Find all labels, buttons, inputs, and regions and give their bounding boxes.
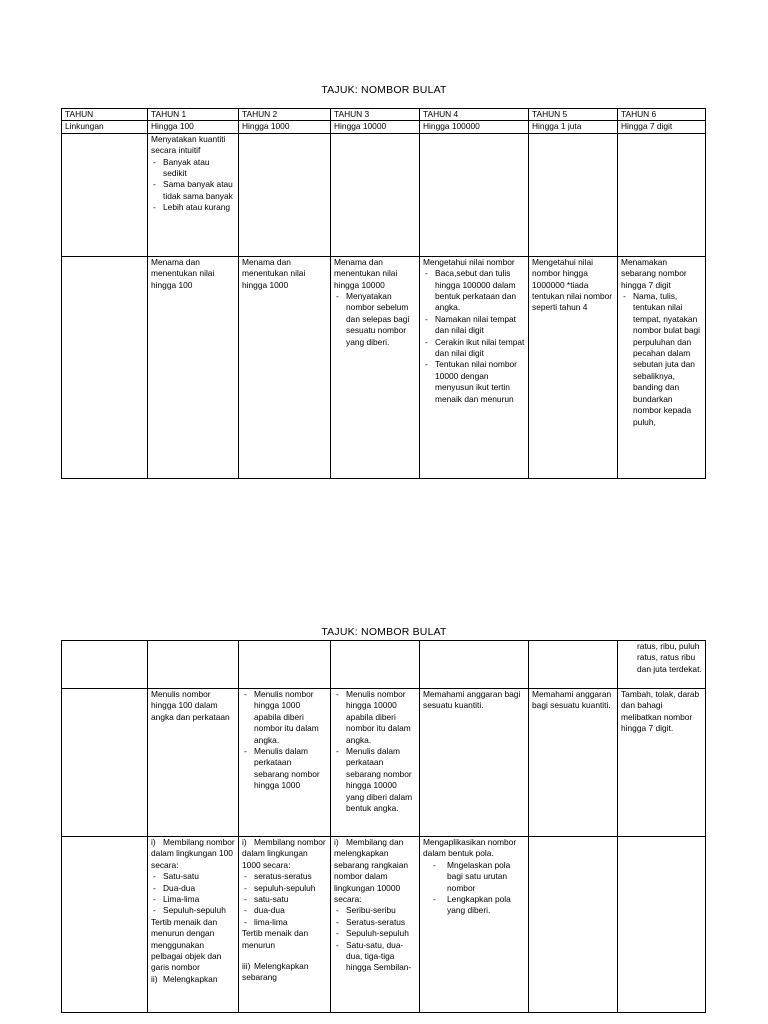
item-text: Melengkapkan: [163, 973, 218, 984]
bullet-list: [423, 860, 525, 917]
table-cell: [239, 256, 331, 478]
table-cell: [618, 689, 706, 837]
list-item: - Sepuluh-sepuluh: [334, 928, 416, 939]
cell-text: Menama dan menentukan nilai hingga 10000: [334, 256, 398, 290]
table-cell: [331, 837, 420, 1013]
list-item: - Lengkapkan pola yang diberi.: [423, 894, 525, 917]
list-item: - Nama, tulis, tentukan nilai tempat, nyatakan nombor bulat bagi perpuluhan dan pecahan dalam sebutan juta dan sebaliknya, banding dan bundarkan nombor kepada puluh,: [621, 291, 702, 428]
cell-text: ratus, ribu, puluh ratus, ratus ribu dan juta terdekat.: [637, 641, 702, 674]
cell-text: Tambah, tolak, darab dan bahagi melibatkan nombor hingga 7 digit.: [621, 689, 700, 734]
cell-text: Mengaplikasikan nombor dalam bentuk pola.: [423, 837, 517, 859]
scope-cell: Hingga 7 digit: [618, 121, 706, 133]
cell-text: Menama dan menentukan nilai hingga 1000: [242, 256, 306, 290]
bullet-list: [334, 689, 416, 814]
scope-label: Linkungan: [62, 121, 148, 133]
table-row: [62, 837, 706, 1013]
table-cell: [331, 133, 420, 256]
item-text: Membilang dan melengkapkan sebarang rangkaian nombor dalam lingkungan 10000 secara:: [334, 837, 409, 905]
table-cell: [148, 256, 239, 478]
scope-cell: Hingga 1 juta: [529, 121, 618, 133]
page-title: TAJUK: NOMBOR BULAT: [321, 626, 447, 638]
table-cell: [62, 689, 148, 837]
page-title: TAJUK: NOMBOR BULAT: [321, 84, 447, 96]
list-item: - Lima-lima: [151, 894, 235, 905]
table-cell: [331, 689, 420, 837]
header-cell: TAHUN 3: [331, 109, 420, 121]
list-item: - Menulis nombor hingga 1000 apabila diberi nombor itu dalam angka.: [242, 689, 327, 746]
table-cell: [529, 641, 618, 689]
header-cell: TAHUN 1: [148, 109, 239, 121]
list-marker: ii): [151, 973, 158, 984]
bullet-list: [151, 871, 235, 917]
table-cell: [420, 256, 529, 478]
list-marker: iii): [242, 961, 251, 972]
table-cell: [148, 837, 239, 1013]
table-row: [62, 641, 706, 689]
cell-text: Mengetahui nilai nombor: [423, 256, 515, 267]
table-row: [62, 256, 706, 478]
cell-text: Memahami anggaran bagi sesuatu kuantiti.: [532, 689, 612, 711]
table-cell: [618, 256, 706, 478]
list-item: - satu-satu: [242, 894, 327, 905]
list-item: - Tentukan nilai nombor 10000 dengan menyusun ikut tertin menaik dan menurun: [423, 359, 525, 405]
bullet-list: [334, 291, 416, 348]
cell-text: [242, 961, 327, 984]
list-item: - Namakan nilai tempat dan nilai digit: [423, 314, 525, 337]
table-cell: [331, 641, 420, 689]
table-cell: [618, 133, 706, 256]
table-cell: [148, 133, 239, 256]
table-row: [62, 689, 706, 837]
table-cell: [529, 689, 618, 837]
cell-text: [242, 837, 327, 871]
scope-cell: Hingga 100000: [420, 121, 529, 133]
bullet-list: [242, 871, 327, 928]
table-cell: [62, 641, 148, 689]
list-item: - Satu-satu, dua-dua, tiga-tiga hingga Sembilan-: [334, 940, 416, 974]
header-row: [62, 109, 706, 121]
item-text: Membilang nombor dalam lingkungan 1000 secara:: [242, 837, 326, 870]
header-cell: TAHUN 2: [239, 109, 331, 121]
cell-text: Memahami anggaran bagi sesuatu kuantiti.: [423, 689, 521, 711]
bullet-list: [423, 268, 525, 405]
bullet-list: [151, 157, 235, 214]
list-item: - seratus-seratus: [242, 871, 327, 882]
cell-text: Mengetahui nilai nombor hingga 1000000 *tiada tentukan nilai nombor seperti tahun 4: [532, 256, 613, 313]
table-cell: [148, 641, 239, 689]
list-item: - Lebih atau kurang: [151, 202, 235, 213]
table-cell: [239, 689, 331, 837]
table-cell: [420, 133, 529, 256]
table-cell: [420, 689, 529, 837]
scope-cell: Hingga 100: [148, 121, 239, 133]
list-item: - Baca,sebut dan tulis hingga 100000 dalam bentuk perkataan dan angka.: [423, 268, 525, 314]
table-cell: [529, 256, 618, 478]
list-item: - Banyak atau sedikit: [151, 157, 235, 180]
list-item: - Dua-dua: [151, 883, 235, 894]
cell-text: Menamakan sebarang nombor hingga 7 digit: [621, 256, 687, 290]
table-cell: [239, 837, 331, 1013]
item-text: Melengkapkan sebarang: [242, 961, 309, 983]
list-marker: i): [334, 837, 339, 847]
list-item: - dua-dua: [242, 905, 327, 916]
header-cell: TAHUN 5: [529, 109, 618, 121]
table-cell: [618, 837, 706, 1013]
scope-cell: Hingga 1000: [239, 121, 331, 133]
cell-text: Tertib menaik dan menurun: [242, 928, 309, 950]
list-item: - Sepuluh-sepuluh: [151, 905, 235, 916]
table-cell: [239, 641, 331, 689]
list-item: - Cerakin ikut nilai tempat dan nilai digit: [423, 337, 525, 360]
list-item: - lima-lima: [242, 917, 327, 928]
cell-text: Tertib menaik dan menurun dengan menggunakan pelbagai objek dan garis nombor: [151, 916, 222, 973]
list-marker: i): [151, 837, 156, 847]
syllabus-table-2: [61, 640, 706, 1013]
list-item: - Sama banyak atau tidak sama banyak: [151, 179, 235, 202]
list-item: - Satu-satu: [151, 871, 235, 882]
list-item: - Seribu-seribu: [334, 905, 416, 916]
cell-text: [151, 837, 235, 871]
table-cell: [62, 837, 148, 1013]
scope-cell: Hingga 10000: [331, 121, 420, 133]
table-cell: [618, 641, 706, 689]
list-item: - Mngelaskan pola bagi satu urutan nombor: [423, 860, 525, 894]
table-row: [62, 133, 706, 256]
cell-text: Menyatakan kuantiti secara intuitif: [151, 133, 226, 156]
table-cell: [62, 133, 148, 256]
cell-text: Menama dan menentukan nilai hingga 100: [151, 256, 215, 290]
bullet-list: [242, 689, 327, 792]
table-cell: [148, 689, 239, 837]
header-cell: TAHUN: [62, 109, 148, 121]
bullet-list: [334, 905, 416, 973]
item-text: Membilang nombor dalam lingkungan 100 secara:: [151, 837, 235, 870]
list-item: - Menyatakan nombor sebelum dan selepas bagi sesuatu nombor yang diberi.: [334, 291, 416, 348]
list-marker: i): [242, 837, 247, 847]
table-cell: [331, 256, 420, 478]
cell-text: Menulis nombor hingga 100 dalam angka dan perkataan: [151, 689, 230, 722]
header-cell: TAHUN 4: [420, 109, 529, 121]
list-item: - sepuluh-sepuluh: [242, 883, 327, 894]
cell-text: [334, 837, 416, 905]
list-item: - Seratus-seratus: [334, 917, 416, 928]
list-item: - Menulis nombor hingga 10000 apabila diberi nombor itu dalam angka.: [334, 689, 416, 746]
list-item: - Menulis dalam perkataan sebarang nombor hingga 1000: [242, 746, 327, 792]
table-cell: [62, 256, 148, 478]
syllabus-table-1: [61, 108, 706, 479]
table-cell: [529, 133, 618, 256]
bullet-list: [621, 291, 702, 428]
list-item: - Menulis dalam perkataan sebarang nombor hingga 10000 yang diberi dalam bentuk angka.: [334, 746, 416, 814]
table-cell: [239, 133, 331, 256]
header-cell: TAHUN 6: [618, 109, 706, 121]
cell-text: [151, 974, 235, 985]
table-cell: [420, 837, 529, 1013]
table-cell: [529, 837, 618, 1013]
scope-row: [62, 121, 706, 133]
table-cell: [420, 641, 529, 689]
